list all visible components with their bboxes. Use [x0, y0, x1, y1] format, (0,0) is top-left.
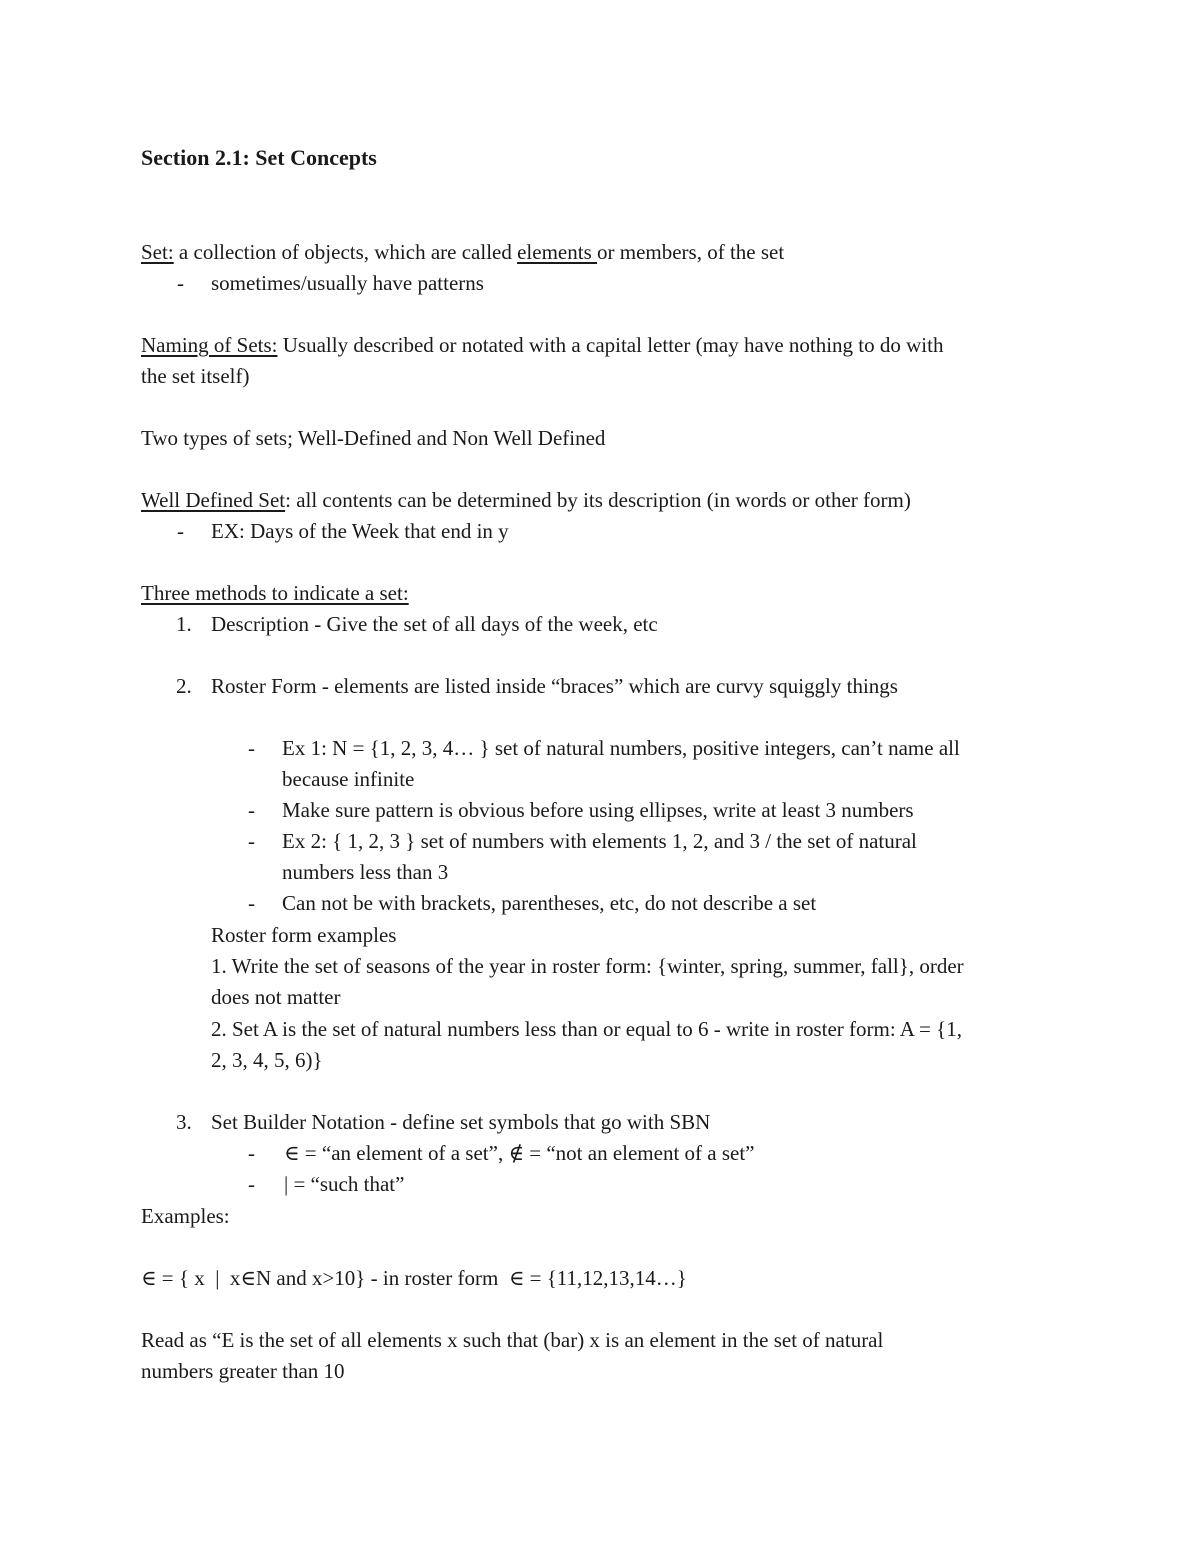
two-types-line: Two types of sets; Well-Defined and Non Well Defined [141, 426, 606, 450]
roster-bullet-3-line1: Ex 2: { 1, 2, 3 } set of numbers with elements 1, 2, and 3 / the set of natural [282, 829, 917, 853]
roster-example-1-line1: 1. Write the set of seasons of the year in roster form: {winter, spring, summer, fall}, order [211, 954, 964, 978]
well-defined-text: : all contents can be determined by its description (in words or other form) [285, 488, 911, 512]
well-defined-set [141, 485, 911, 516]
bullet-marker: - [248, 1172, 255, 1196]
set-bullet: sometimes/usually have patterns [211, 271, 484, 295]
set-definition [141, 237, 784, 268]
roster-bullet-1-line2: because infinite [282, 767, 415, 791]
term-naming-of-sets: Naming of Sets: [141, 333, 278, 357]
read-as-line2: numbers greater than 10 [141, 1359, 345, 1383]
set-definition-text-a: a collection of objects, which are called [173, 240, 518, 264]
naming-text-cont: the set itself) [141, 364, 250, 388]
bullet-marker: - [177, 519, 184, 543]
roster-examples-heading: Roster form examples [211, 923, 397, 947]
roster-bullet-2: Make sure pattern is obvious before using ellipses, write at least 3 numbers [282, 798, 914, 822]
sbn-element-of: ∈ = “an element of a set”, ∉ = “not an element of a set” [284, 1141, 755, 1165]
list-number: 1. [176, 612, 192, 636]
roster-bullet-4: Can not be with brackets, parentheses, etc, do not describe a set [282, 891, 817, 915]
list-number: 2. [176, 674, 192, 698]
term-elements: elements [517, 240, 597, 264]
method-description: Description - Give the set of all days of the week, etc [211, 612, 658, 636]
well-defined-bullet: EX: Days of the Week that end in y [211, 519, 509, 543]
roster-example-1-line2: does not matter [211, 985, 341, 1009]
term-well-defined-set: Well Defined Set [141, 488, 286, 512]
set-definition-text-b: or members, of the set [597, 240, 785, 264]
roster-bullet-3-line2: numbers less than 3 [282, 860, 449, 884]
bullet-marker: - [248, 829, 255, 853]
naming-text: Usually described or notated with a capital letter (may have nothing to do with [277, 333, 944, 357]
term-set: Set: [141, 240, 174, 264]
roster-example-2-line1: 2. Set A is the set of natural numbers less than or equal to 6 - write in roster form: A = {1, [211, 1017, 962, 1041]
read-as-line1: Read as “E is the set of all elements x such that (bar) x is an element in the set of natural [141, 1328, 884, 1352]
method-set-builder-notation: Set Builder Notation - define set symbols that go with SBN [211, 1110, 711, 1134]
method-roster-form: Roster Form - elements are listed inside “braces” which are curvy squiggly things [211, 674, 898, 698]
set-builder-example: ∈ = { x | x∈N and x>10} - in roster form ∈ = {11,12,13,14…} [141, 1266, 687, 1290]
bullet-marker: - [177, 271, 184, 295]
naming-of-sets [141, 330, 943, 361]
bullet-marker: - [248, 1141, 255, 1165]
sbn-such-that: | = “such that” [284, 1172, 405, 1196]
list-number: 3. [176, 1110, 192, 1134]
bullet-marker: - [248, 891, 255, 915]
roster-example-2-line2: 2, 3, 4, 5, 6)} [211, 1048, 323, 1072]
roster-bullet-1-line1: Ex 1: N = {1, 2, 3, 4… } set of natural numbers, positive integers, can’t name all [282, 736, 960, 760]
page-title: Section 2.1: Set Concepts [141, 145, 377, 170]
methods-heading: Three methods to indicate a set: [141, 581, 409, 605]
examples-heading: Examples: [141, 1204, 230, 1228]
bullet-marker: - [248, 798, 255, 822]
bullet-marker: - [248, 736, 255, 760]
